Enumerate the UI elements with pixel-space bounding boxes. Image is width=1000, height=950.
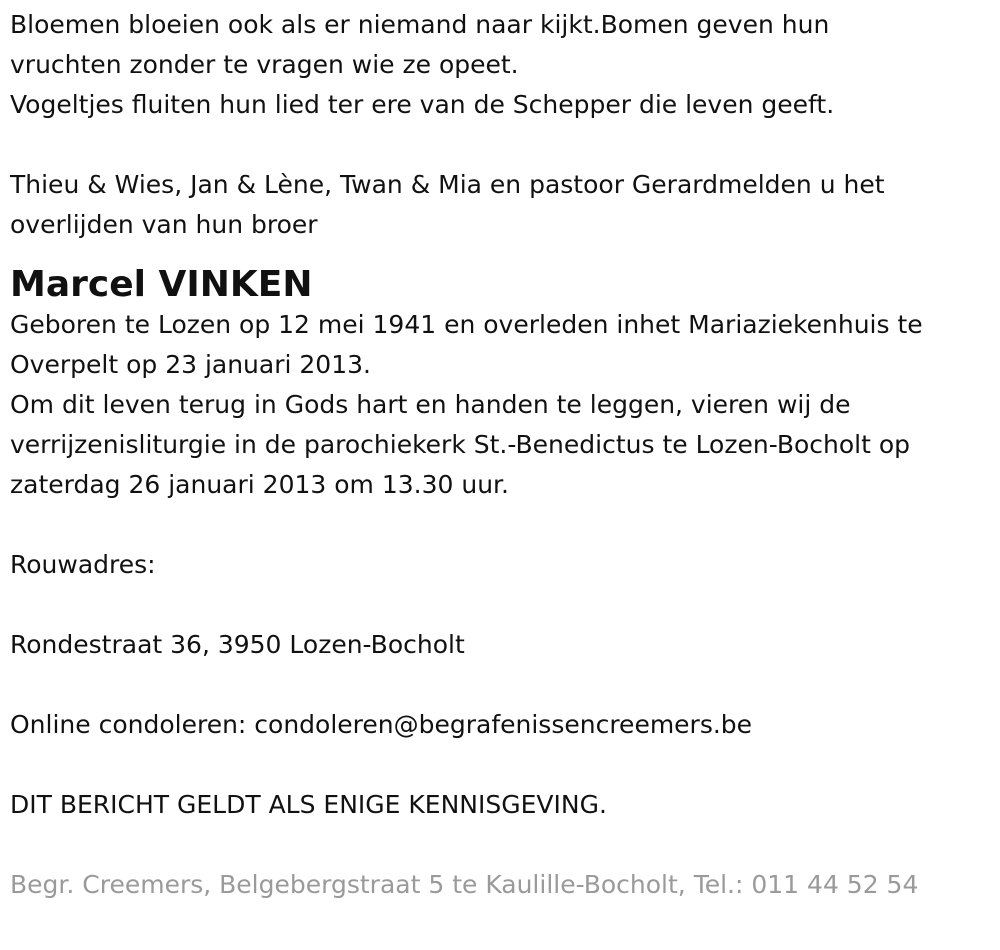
deceased-name: Marcel VINKEN bbox=[10, 264, 313, 305]
online-condolences: Online condoleren: condoleren@begrafenissencreemers.be bbox=[10, 710, 753, 739]
spacer bbox=[10, 585, 985, 625]
poem-line-1: Bloemen bloeien ook als er niemand naar kijkt.Bomen geven hun bbox=[10, 10, 830, 39]
details-line-1: Geboren te Lozen op 12 mei 1941 en overleden inhet Mariaziekenhuis te bbox=[10, 310, 923, 339]
details-line-2: Overpelt op 23 januari 2013. bbox=[10, 350, 371, 379]
spacer bbox=[10, 125, 985, 165]
spacer bbox=[10, 745, 985, 785]
details-line-3: Om dit leven terug in Gods hart en handen te leggen, vieren wij de bbox=[10, 390, 851, 419]
details-line-5: zaterdag 26 januari 2013 om 13.30 uur. bbox=[10, 470, 509, 499]
details-line-4: verrijzenisliturgie in de parochiekerk St.-Benedictus te Lozen-Bocholt op bbox=[10, 430, 911, 459]
mourning-address: Rondestraat 36, 3950 Lozen-Bocholt bbox=[10, 630, 465, 659]
poem-line-2: vruchten zonder te vragen wie ze opeet. bbox=[10, 50, 519, 79]
spacer bbox=[10, 505, 985, 545]
death-notice bbox=[10, 5, 985, 905]
announcement-line-2: overlijden van hun broer bbox=[10, 210, 318, 239]
address-label: Rouwadres: bbox=[10, 550, 156, 579]
notice-statement: DIT BERICHT GELDT ALS ENIGE KENNISGEVING. bbox=[10, 790, 607, 819]
spacer bbox=[10, 665, 985, 705]
funeral-home-footer: Begr. Creemers, Belgebergstraat 5 te Kaulille-Bocholt, Tel.: 011 44 52 54 bbox=[10, 870, 919, 899]
spacer bbox=[10, 825, 985, 865]
announcement-line-1: Thieu & Wies, Jan & Lène, Twan & Mia en pastoor Gerardmelden u het bbox=[10, 170, 885, 199]
poem-line-3: Vogeltjes fluiten hun lied ter ere van de Schepper die leven geeft. bbox=[10, 90, 835, 119]
